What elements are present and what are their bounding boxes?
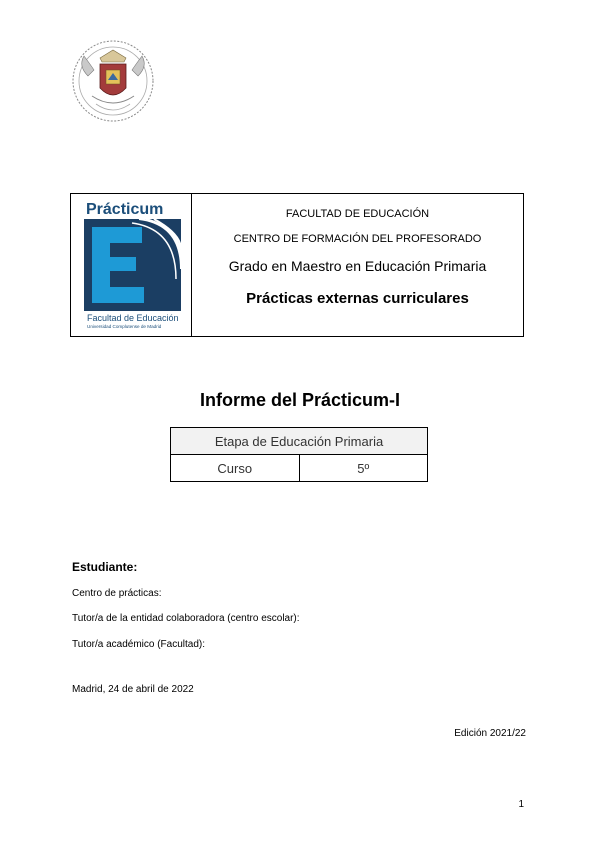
practicum-logo-cell [71,194,192,336]
student-label: Estudiante: [72,560,138,574]
date-line: Madrid, 24 de abril de 2022 [72,684,194,695]
edition-label: Edición 2021/22 [454,728,526,739]
tutor-academic-label: Tutor/a académico (Facultad): [72,639,206,650]
practicum-logo [84,199,181,330]
header-text [192,194,523,336]
logo-title: Prácticum [86,201,164,218]
course-row [171,455,428,482]
center-name: CENTRO DE FORMACIÓN DEL PROFESORADO [233,233,482,245]
center-label: Centro de prácticas: [72,588,162,599]
course-label-cell: Curso [171,455,300,482]
stage-table [170,427,428,482]
stage-row [171,428,428,455]
practices-title: Prácticas externas curriculares [246,290,469,307]
report-title: Informe del Prácticum-I [199,390,401,410]
course-value-cell: 5º [299,455,428,482]
logo-university: Universidad Complutense de Madrid [87,324,162,329]
tutor-school-label: Tutor/a de la entidad colaboradora (centro escolar): [72,613,300,624]
logo-subtitle: Facultad de Educación [87,313,179,323]
university-seal-icon [70,36,156,126]
stage-cell: Etapa de Educación Primaria [171,428,428,455]
header-box [70,193,524,337]
faculty-name: FACULTAD DE EDUCACIÓN [285,208,430,220]
page-number: 1 [518,799,524,810]
degree-name: Grado en Maestro en Educación Primaria [228,258,487,274]
